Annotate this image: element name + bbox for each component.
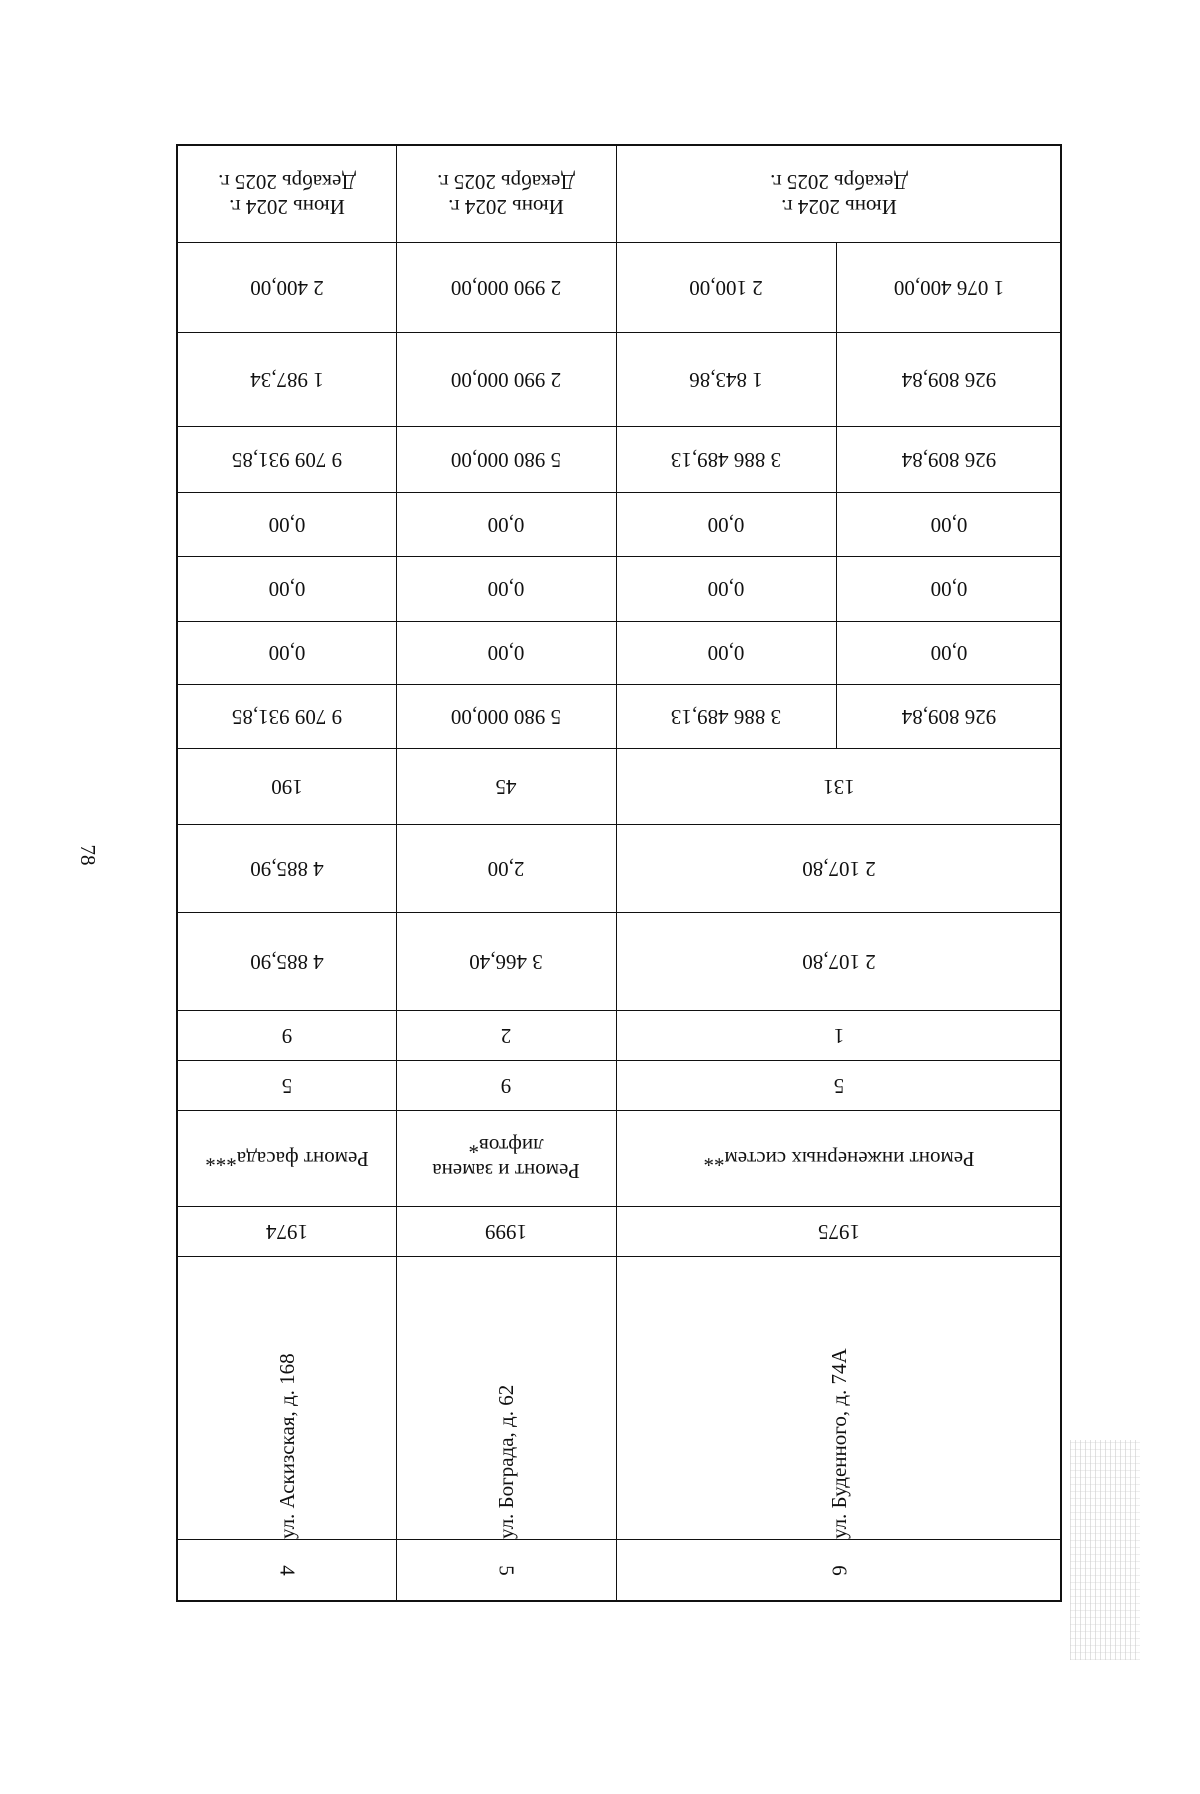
row-number-cell: 5 [494, 1565, 519, 1576]
cost-cell: 3 886 489,13 [670, 447, 782, 472]
zero-cell: 0,00 [487, 512, 525, 537]
total-cell: 9 709 931,85 [231, 704, 343, 729]
col6-cell: 9 [281, 1023, 293, 1048]
page-number: 78 [76, 844, 100, 866]
limit-cell: 2 990 000,00 [450, 275, 562, 300]
limit-cell: 1 076 400,00 [893, 275, 1005, 300]
quantity-cell: 45 [495, 774, 517, 799]
cost-cell: 9 709 931,85 [231, 447, 343, 472]
zero-cell: 0,00 [707, 641, 745, 666]
zero-cell: 0,00 [930, 577, 968, 602]
address-text: ул. Буденного, д. 74А [827, 1348, 851, 1539]
work-type-cell: Ремонт фасада*** [205, 1146, 369, 1171]
period-cell: Июнь 2024 г. Декабрь 2025 г. [437, 170, 575, 220]
period-cell: Июнь 2024 г. Декабрь 2025 г. [218, 170, 356, 220]
total-cell: 3 886 489,13 [670, 704, 782, 729]
col6-cell: 1 [833, 1023, 845, 1048]
area-cell: 4 885,90 [250, 856, 324, 881]
zero-cell: 0,00 [487, 641, 525, 666]
cost-cell: 5 980 000,00 [450, 447, 562, 472]
zero-cell: 0,00 [268, 577, 306, 602]
zero-cell: 0,00 [707, 512, 745, 537]
row-number-cell: 4 [275, 1565, 300, 1576]
period-cell: Июнь 2024 г. Декабрь 2025 г. [770, 170, 908, 220]
cost-per-unit-cell: 2 990 000,00 [450, 367, 562, 392]
works-table [176, 144, 1062, 1602]
zero-cell: 0,00 [707, 577, 745, 602]
quantity-cell: 190 [271, 774, 303, 799]
col5-cell: 9 [500, 1073, 512, 1098]
work-type-cell: Ремонт и замена лифтов* [432, 1134, 580, 1184]
cost-per-unit-cell: 1 843,86 [689, 367, 763, 392]
zero-cell: 0,00 [487, 577, 525, 602]
area-cell: 2 107,80 [802, 949, 876, 974]
area-cell: 4 885,90 [250, 949, 324, 974]
row-number-cell: 6 [827, 1565, 852, 1576]
col5-cell: 5 [281, 1073, 293, 1098]
zero-cell: 0,00 [930, 512, 968, 537]
area-cell: 3 466,40 [469, 949, 543, 974]
cost-per-unit-cell: 1 987,34 [250, 367, 324, 392]
work-type-cell: Ремонт инженерных систем** [703, 1146, 975, 1171]
limit-cell: 2 100,00 [689, 275, 763, 300]
quantity-cell: 131 [823, 774, 855, 799]
cost-per-unit-cell: 926 809,84 [901, 367, 997, 392]
year-cell: 1975 [818, 1219, 860, 1244]
area-cell: 2 107,80 [802, 856, 876, 881]
zero-cell: 0,00 [268, 512, 306, 537]
zero-cell: 0,00 [268, 641, 306, 666]
col6-cell: 2 [500, 1023, 512, 1048]
address-text: ул. Аскизская, д. 168 [275, 1353, 299, 1539]
year-cell: 1974 [266, 1219, 308, 1244]
scan-stamp-mark [1070, 1440, 1140, 1660]
cost-cell: 926 809,84 [901, 447, 997, 472]
total-cell: 5 980 000,00 [450, 704, 562, 729]
limit-cell: 2 400,00 [250, 275, 324, 300]
zero-cell: 0,00 [930, 641, 968, 666]
area-cell: 2,00 [487, 856, 525, 881]
col5-cell: 5 [833, 1073, 845, 1098]
address-text: ул. Бограда, д. 62 [494, 1384, 518, 1539]
total-cell: 926 809,84 [901, 704, 997, 729]
year-cell: 1999 [485, 1219, 527, 1244]
